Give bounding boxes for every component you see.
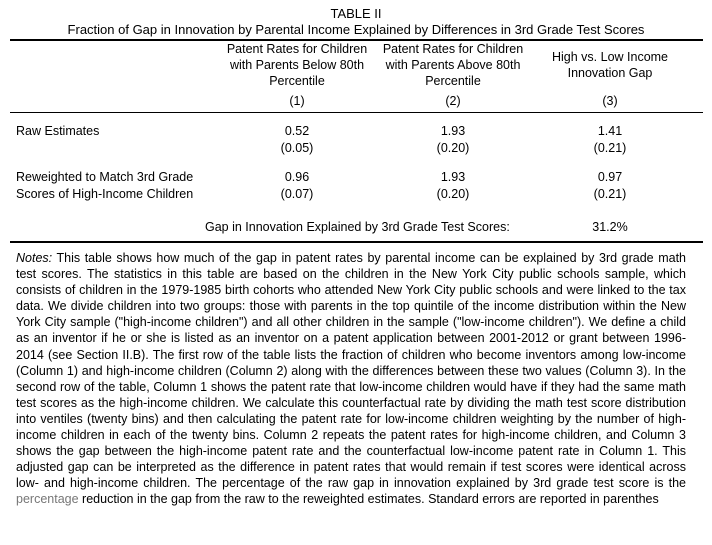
table-cell: 0.52 (0.05) bbox=[280, 124, 314, 155]
row-label-raw-estimates: Raw Estimates bbox=[16, 124, 100, 138]
table-cell: 0.96 (0.07) bbox=[280, 170, 314, 201]
table-cell: 1.93 (0.20) bbox=[436, 170, 470, 201]
table-number: TABLE II bbox=[330, 6, 382, 21]
column-header-1: Patent Rates for Children with Parents Below 80th Percentile bbox=[226, 42, 368, 88]
table-cell: 1.41 (0.21) bbox=[593, 124, 627, 155]
column-number-1: (1) bbox=[289, 94, 305, 108]
gap-value: 31.2% bbox=[592, 220, 628, 234]
row-label-reweighted: Reweighted to Match 3rd Grade Scores of High-Income Children bbox=[16, 170, 194, 201]
table-cell: 1.93 (0.20) bbox=[436, 124, 470, 155]
notes-label: Notes: bbox=[16, 251, 53, 265]
table-title: Fraction of Gap in Innovation by Parental Income Explained by Differences in 3rd Grade Test Scores bbox=[67, 22, 645, 37]
column-header-3: High vs. Low Income Innovation Gap bbox=[551, 50, 669, 80]
notes-text: This table shows how much of the gap in patent rates by parental income can be explained by 3rd grade math test scores. The statistics in this table are based on the children in the New York City public schools sample, which consists of children in the 1979-1985 birth cohorts who attended New York City public schools and were linked to the tax data. We divide children into two groups: those with parents in the top quintile of the income distribution within the New York City sample ("high-income children") and all other children in the sample ("low-income children"). We define a child as an inventor if he or she is listed as an inventor on a patent application between 2001-2012 or grant between 1996-2014 (see Section II.B). The first row of the table lists the fraction of children who become inventors among low-income (Column 1) and high-income children (Column 2) along with the differences between these two values (Column 3). In the second row of the table, Column 1 shows the patent rate that low-income children would have if they had the same math test scores as the high-income children. We calculate this counterfactual rate by dividing the math test score distribution into ventiles (twenty bins) and then calculating the patent rate for low-income children weighting by the number of high-income children in each of the twenty bins. Column 2 repeats the patent rates for high-income children, and Column 3 shows the gap between the high-income patent rate and the counterfactual low-income patent rate in Column 1. This adjusted gap can be interpreted as the difference in patent rates that would remain if test scores were identical across low- and high-income children. The percentage of the raw gap in innovation explained by 3rd grade test score is the bbox=[16, 251, 686, 491]
notes-text-end: reduction in the gap from the raw to the reweighted estimates. Standard errors are reported in parenthes bbox=[82, 492, 659, 507]
column-number-3: (3) bbox=[602, 94, 618, 108]
column-header-2: Patent Rates for Children with Parents Above 80th Percentile bbox=[382, 42, 524, 88]
table-cell: 0.97 (0.21) bbox=[593, 170, 627, 201]
bottom-rule bbox=[10, 241, 703, 243]
table-notes bbox=[16, 250, 686, 508]
column-number-2: (2) bbox=[445, 94, 461, 108]
gap-label: Gap in Innovation Explained by 3rd Grade Test Scores: bbox=[205, 220, 510, 234]
notes-cut-off-word: percentage bbox=[16, 492, 79, 507]
header-rule bbox=[10, 112, 703, 113]
